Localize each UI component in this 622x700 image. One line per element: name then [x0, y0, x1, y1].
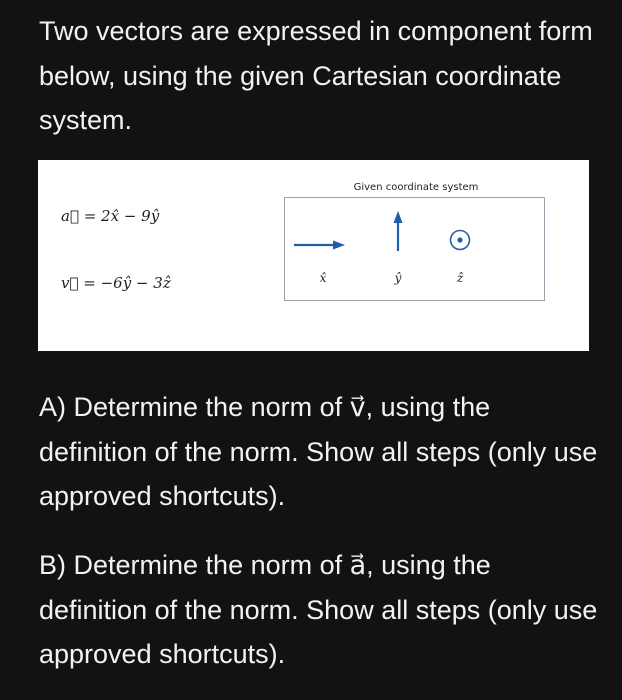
z-axis-label: ẑ [456, 271, 464, 285]
coordinate-axes-diagram [285, 198, 546, 302]
coordinate-system-title: Given coordinate system [353, 182, 479, 193]
vector-a-equation: a⃗ = 2x̂ − 9ŷ [61, 207, 160, 225]
coordinate-system-box [284, 197, 545, 301]
vector-figure [38, 160, 589, 351]
question-a: A) Determine the norm of v⃗, using the definition of the norm. Show all steps (only use approved shortcuts). [39, 392, 598, 511]
problem-intro: Two vectors are expressed in component form below, using the given Cartesian coordinate system. [39, 16, 593, 135]
z-axis-out-of-page-icon [451, 231, 470, 250]
y-axis-arrow-icon [394, 211, 403, 251]
x-axis-arrow-icon [294, 241, 345, 250]
vector-v-equation: v⃗ = −6ŷ − 3ẑ [61, 274, 171, 292]
x-axis-label: x̂ [319, 271, 327, 285]
y-axis-label: ŷ [394, 271, 402, 285]
question-b: B) Determine the norm of a⃗, using the definition of the norm. Show all steps (only use approved shortcuts). [39, 550, 598, 669]
